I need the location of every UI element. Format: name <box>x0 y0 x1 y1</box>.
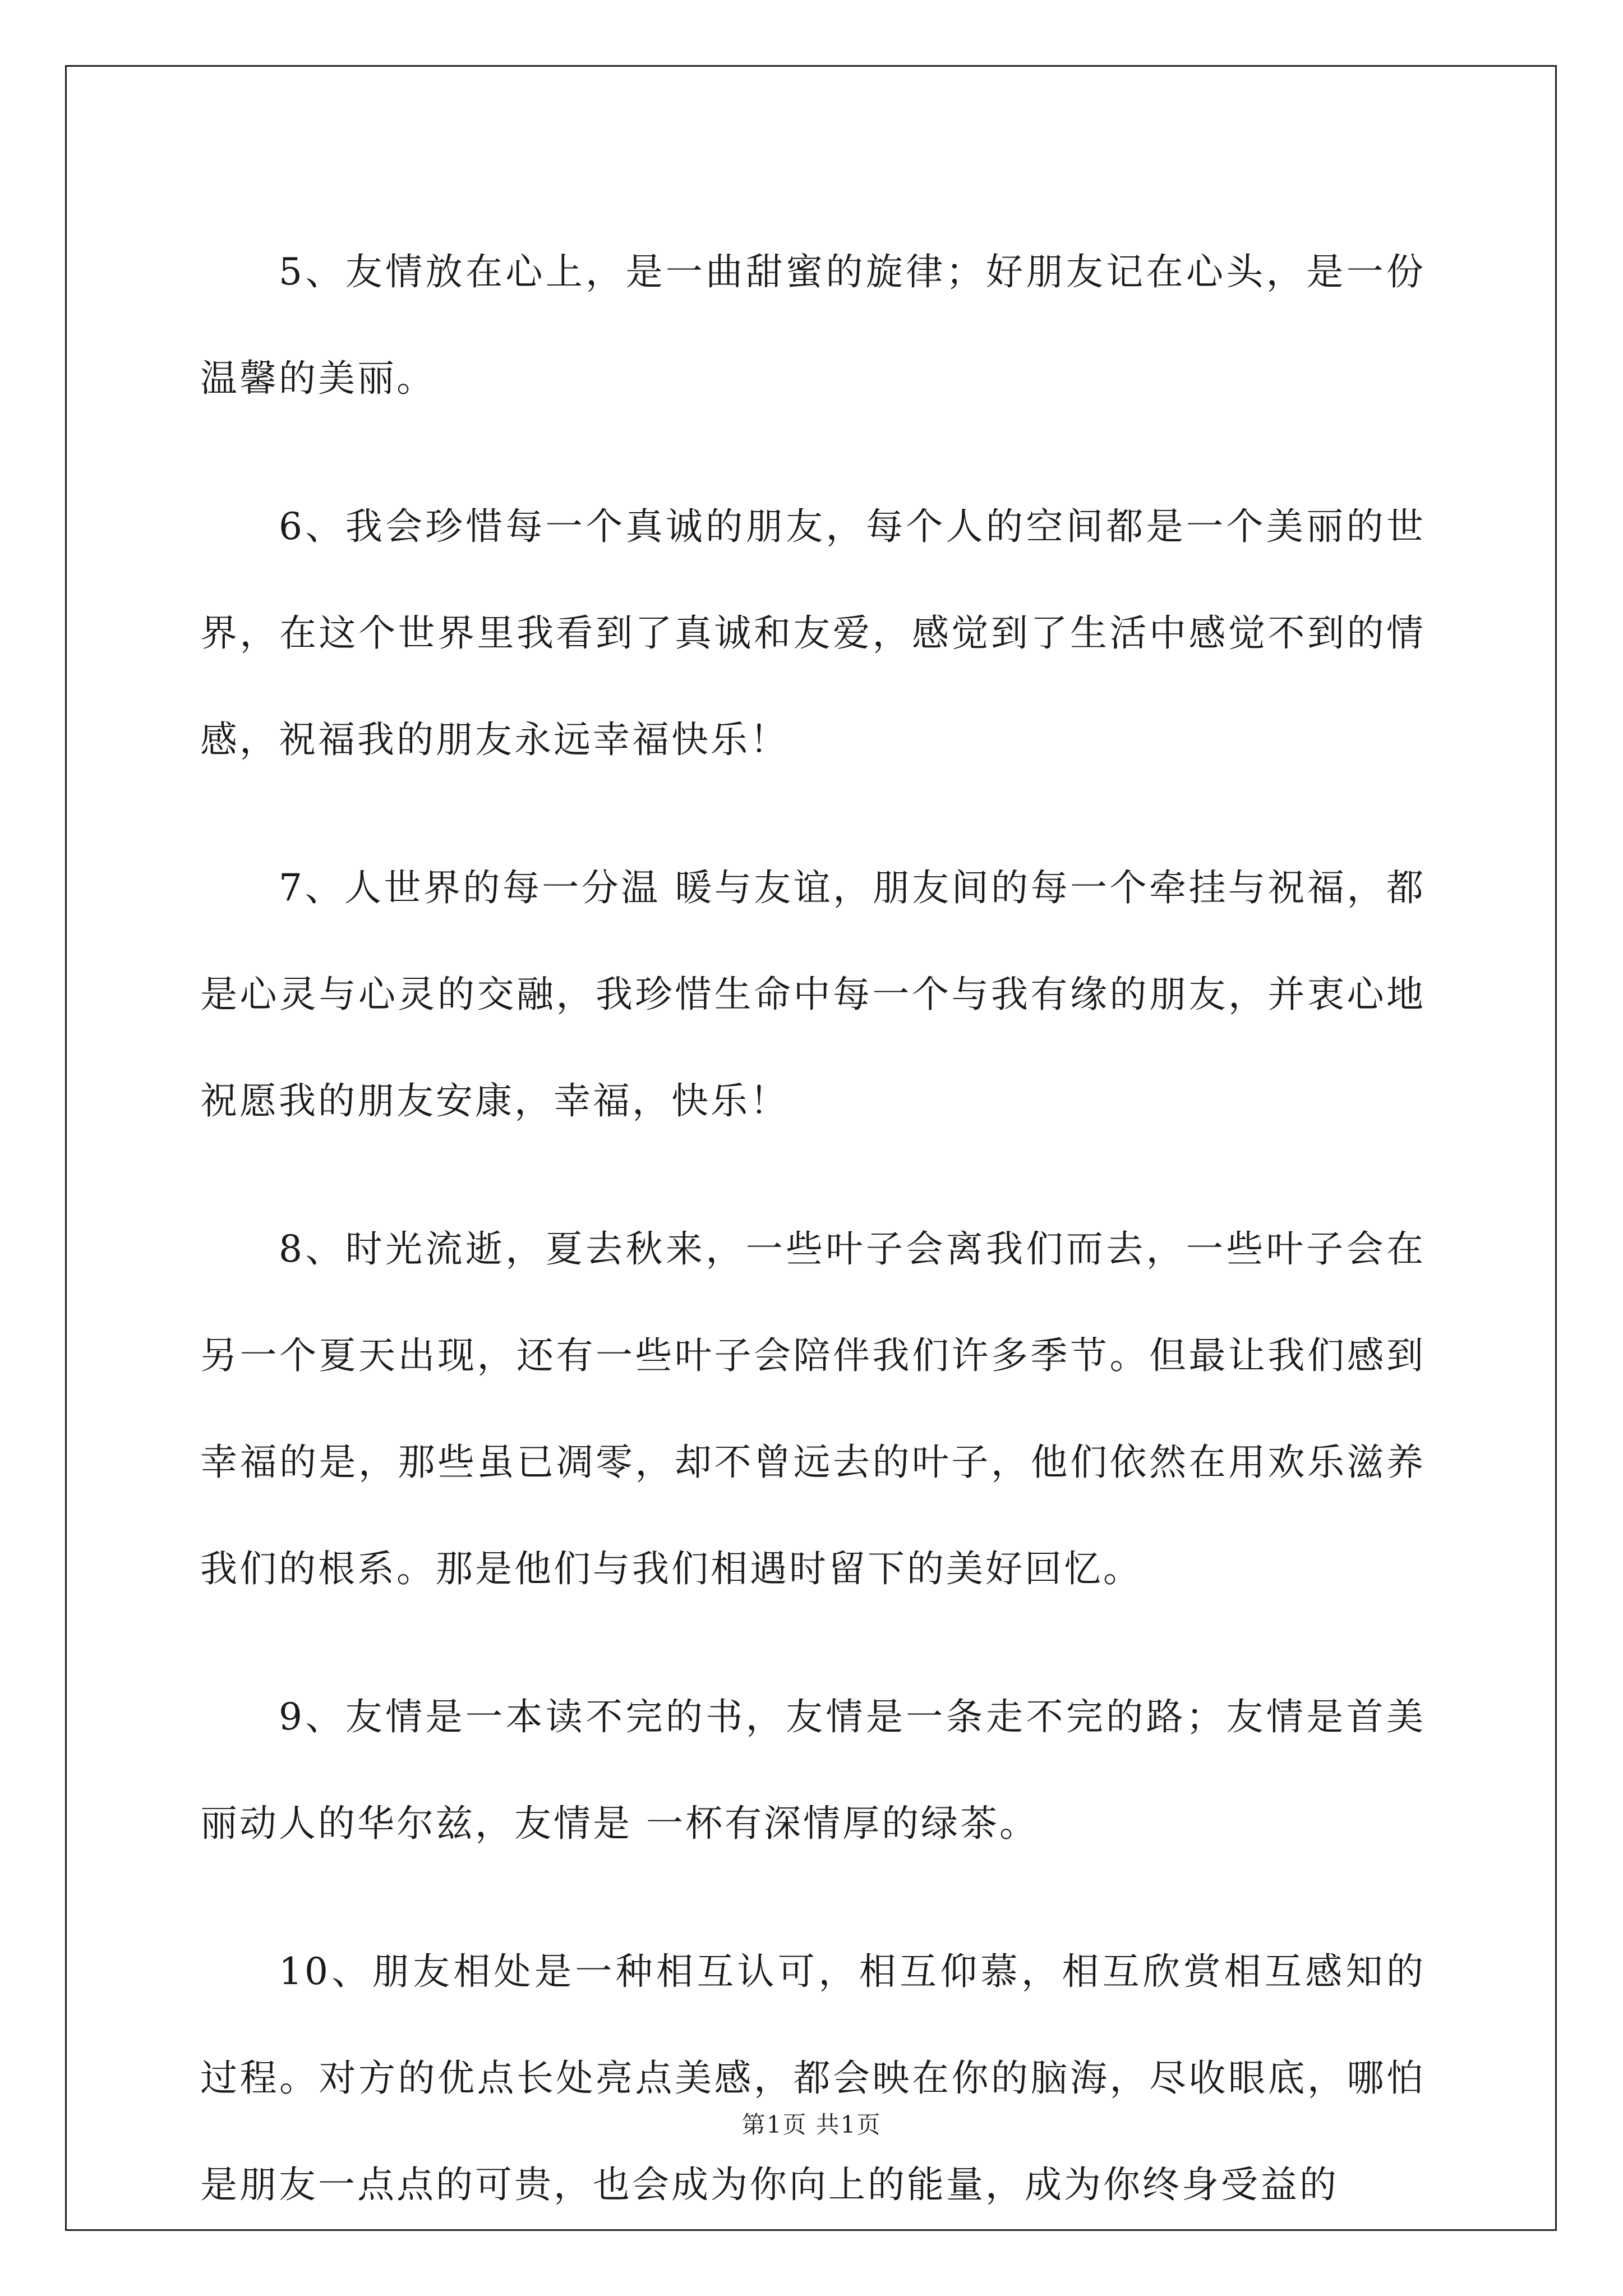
paragraph-5: 5、友情放在心上，是一曲甜蜜的旋律；好朋友记在心头，是一份温馨的美丽。 <box>200 250 1426 400</box>
paragraph-7: 7、人世界的每一分温 暖与友谊，朋友间的每一个牵挂与祝福，都是心灵与心灵的交融，我珍惜生命中每一个与我有缘的朋友，并衷心地祝愿我的朋友安康，幸福，快乐！ <box>200 866 1426 1122</box>
paragraph-10: 10、朋友相处是一种相互认可，相互仰慕，相互欣赏相互感知的过程。对方的优点长处亮点美感，都会映在你的脑海，尽收眼底，哪怕是朋友一点点的可贵，也会成为你向上的能量，成为你终身受益的 <box>200 1950 1426 2206</box>
paragraph-6: 6、我会珍惜每一个真诚的朋友，每个人的空间都是一个美丽的世界，在这个世界里我看到了真诚和友爱，感觉到了生活中感觉不到的情感，祝福我的朋友永远幸福快乐！ <box>200 505 1426 761</box>
paragraph-8: 8、时光流逝，夏去秋来，一些叶子会离我们而去，一些叶子会在另一个夏天出现，还有一些叶子会陪伴我们许多季节。但最让我们感到幸福的是，那些虽已凋零，却不曾远去的叶子，他们依然在用欢乐滋养我们的根系。那是他们与我们相遇时留下的美好回忆。 <box>200 1227 1426 1590</box>
paragraph-9: 9、友情是一本读不完的书，友情是一条走不完的路；友情是首美丽动人的华尔兹，友情是 一杯有深情厚的绿茶。 <box>200 1695 1426 1845</box>
document-body <box>200 219 1426 2280</box>
page-number-footer: 第1页 共1页 <box>741 2111 882 2138</box>
